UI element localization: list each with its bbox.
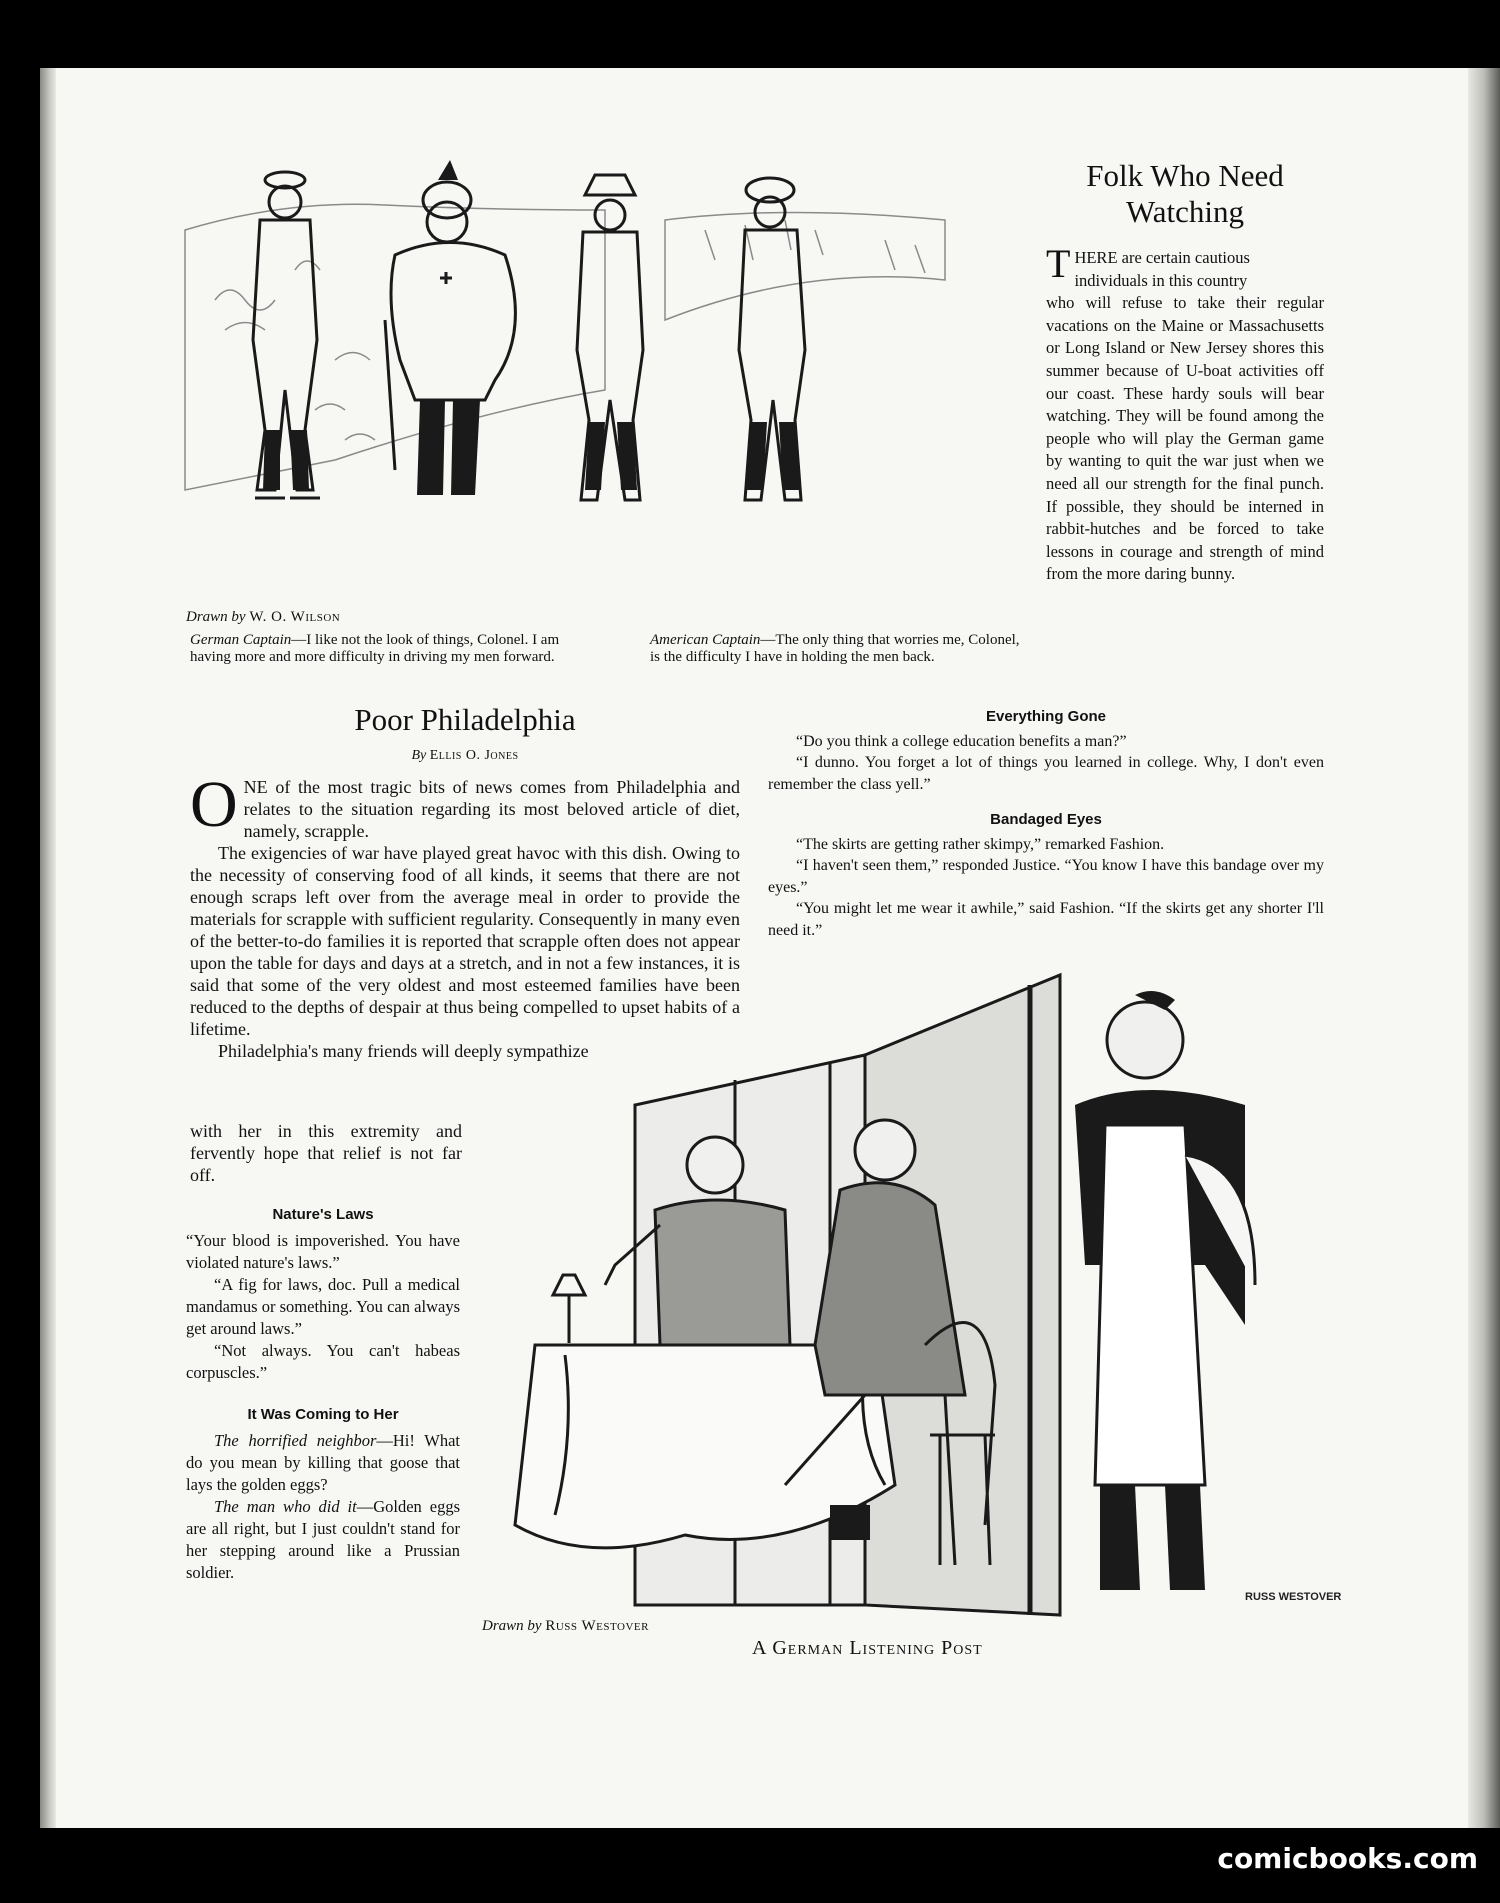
everything-gone-line1: “Do you think a college education benefits a man?” bbox=[796, 732, 1127, 750]
bandaged-eyes-heading: Bandaged Eyes bbox=[990, 811, 1102, 828]
philadelphia-byline-prefix: By bbox=[411, 748, 427, 763]
bandaged-eyes-line2: “I haven't seen them,” responded Justice. “You know I have this bandage over my eyes.” bbox=[768, 857, 1324, 896]
philadelphia-para3-line1: Philadelphia's many friends will deeply sympathize bbox=[218, 1041, 589, 1061]
philadelphia-byline bbox=[190, 748, 740, 764]
coming-to-her-para2 bbox=[186, 1496, 460, 1584]
german-colonel-figure bbox=[385, 160, 515, 495]
natures-laws-line2: “A fig for laws, doc. Pull a medical mandamus or something. You can always get around laws.” bbox=[186, 1275, 460, 1338]
natures-laws-line1: “Your blood is impoverished. You have violated nature's laws.” bbox=[186, 1231, 460, 1272]
philadelphia-byline-name: Ellis O. Jones bbox=[429, 748, 519, 763]
folk-dropcap: T bbox=[1046, 241, 1071, 286]
natures-laws-line3: “Not always. You can't habeas corpuscles.” bbox=[186, 1341, 460, 1382]
coming-to-her-heading: It Was Coming to Her bbox=[247, 1406, 399, 1423]
top-credit-prefix: Drawn by bbox=[186, 609, 246, 625]
bottom-credit-name: Russ Westover bbox=[545, 1618, 649, 1634]
top-credit-name: W. O. Wilson bbox=[249, 609, 341, 625]
bottom-credit-prefix: Drawn by bbox=[482, 1618, 542, 1634]
left-column-jokes bbox=[186, 1204, 460, 1584]
coming-to-her-text1: —Hi! What do you mean by killing that goose that lays the golden eggs? bbox=[186, 1431, 460, 1494]
coming-to-her-para1 bbox=[186, 1430, 460, 1496]
folk-article-body bbox=[1046, 241, 1324, 586]
top-cartoon-soldiers bbox=[185, 160, 1045, 610]
folk-title bbox=[1046, 158, 1324, 230]
site-watermark: comicbooks.com bbox=[1217, 1842, 1478, 1875]
german-captain-figure bbox=[253, 172, 320, 498]
philadelphia-title: Poor Philadelphia bbox=[354, 702, 576, 737]
right-column-jokes bbox=[768, 706, 1324, 941]
natures-laws-heading: Nature's Laws bbox=[272, 1206, 374, 1223]
top-credit bbox=[186, 609, 340, 626]
philadelphia-para3-rest-text: with her in this extremity and fervently hope that relief is not far off. bbox=[190, 1121, 462, 1185]
folk-body-text: who will refuse to take their regular vacations on the Maine or Massachusetts or Long Island or New Jersey shores this summer because of U-boat activities off our coast. These hardy souls will bear watching. They will be found among the people who will play the German game by wanting to quit the war just when we need all our strength for the final punch. If possible, they should be interned in rabbit-hutches and be forced to take lessons in courage and strength of mind from the more daring bunny. bbox=[1046, 293, 1324, 584]
bandaged-eyes-line3: “You might let me wear it awhile,” said Fashion. “If the skirts get any shorter I'll need it.” bbox=[768, 900, 1324, 939]
bottom-credit bbox=[482, 1618, 649, 1635]
folk-title-line1: Folk Who Need bbox=[1086, 158, 1284, 193]
folk-first-line: HERE are certain cautious bbox=[1074, 248, 1250, 267]
coming-to-her-text2: —Golden eggs are all right, but I just couldn't stand for her stepping around like a Prussian soldier. bbox=[186, 1497, 460, 1582]
folk-second-line: individuals in this country bbox=[1074, 270, 1248, 290]
philadelphia-para3-rest bbox=[190, 1120, 462, 1186]
coming-to-her-speaker1: The horrified neighbor bbox=[214, 1431, 377, 1450]
bandaged-eyes-line1: “The skirts are getting rather skimpy,” remarked Fashion. bbox=[796, 835, 1165, 853]
philadelphia-opening: NE of the most tragic bits of news comes from Philadelphia and relates to the situation regarding its most beloved article of diet, namely, scrapple. bbox=[243, 777, 740, 841]
everything-gone-line2: “I dunno. You forget a lot of things you learned in college. Why, I don't even remember the class yell.” bbox=[768, 754, 1324, 793]
page-edge-shadow bbox=[1468, 68, 1500, 1828]
american-captain-figure bbox=[577, 175, 643, 500]
bottom-caption: A German Listening Post bbox=[752, 1637, 983, 1659]
caption-american-captain bbox=[650, 632, 1030, 666]
caption-left-speaker: German Captain bbox=[190, 632, 292, 648]
everything-gone-heading: Everything Gone bbox=[985, 708, 1107, 725]
philadelphia-para2: The exigencies of war have played great havoc with this dish. Owing to the necessity of conserving food of all kinds, it seems that there are not enough scraps left over from the average meal in order to provide the materials for scrapple with sufficient regularity. Consequently in many even of the better-to-do families it is reported that scrapple often does not appear upon the table for days and days at a stretch, and in not a few instances, it is said that some of the very oldest and most esteemed families have been reduced to the depths of despair at thus being compelled to upset habits of a lifetime. bbox=[190, 843, 740, 1039]
bottom-cartoon-listening-post bbox=[485, 965, 1342, 1620]
eavesdropping-waiter bbox=[1075, 991, 1255, 1590]
caption-german-captain bbox=[190, 632, 580, 666]
caption-right-text: —The only thing that worries me, Colonel, is the difficulty I have in holding the men back. bbox=[650, 632, 1020, 665]
caption-left-text: —I like not the look of things, Colonel. I am having more and more difficulty in driving my men forward. bbox=[190, 632, 560, 665]
philadelphia-dropcap: O bbox=[190, 768, 238, 841]
caption-right-speaker: American Captain bbox=[650, 632, 761, 648]
coming-to-her-speaker2: The man who did it bbox=[214, 1497, 357, 1516]
artist-signature: RUSS WESTOVER bbox=[1245, 1591, 1342, 1603]
american-colonel-figure bbox=[739, 178, 805, 500]
page-spine-shadow bbox=[40, 68, 56, 1828]
folk-title-line2: Watching bbox=[1125, 194, 1245, 229]
